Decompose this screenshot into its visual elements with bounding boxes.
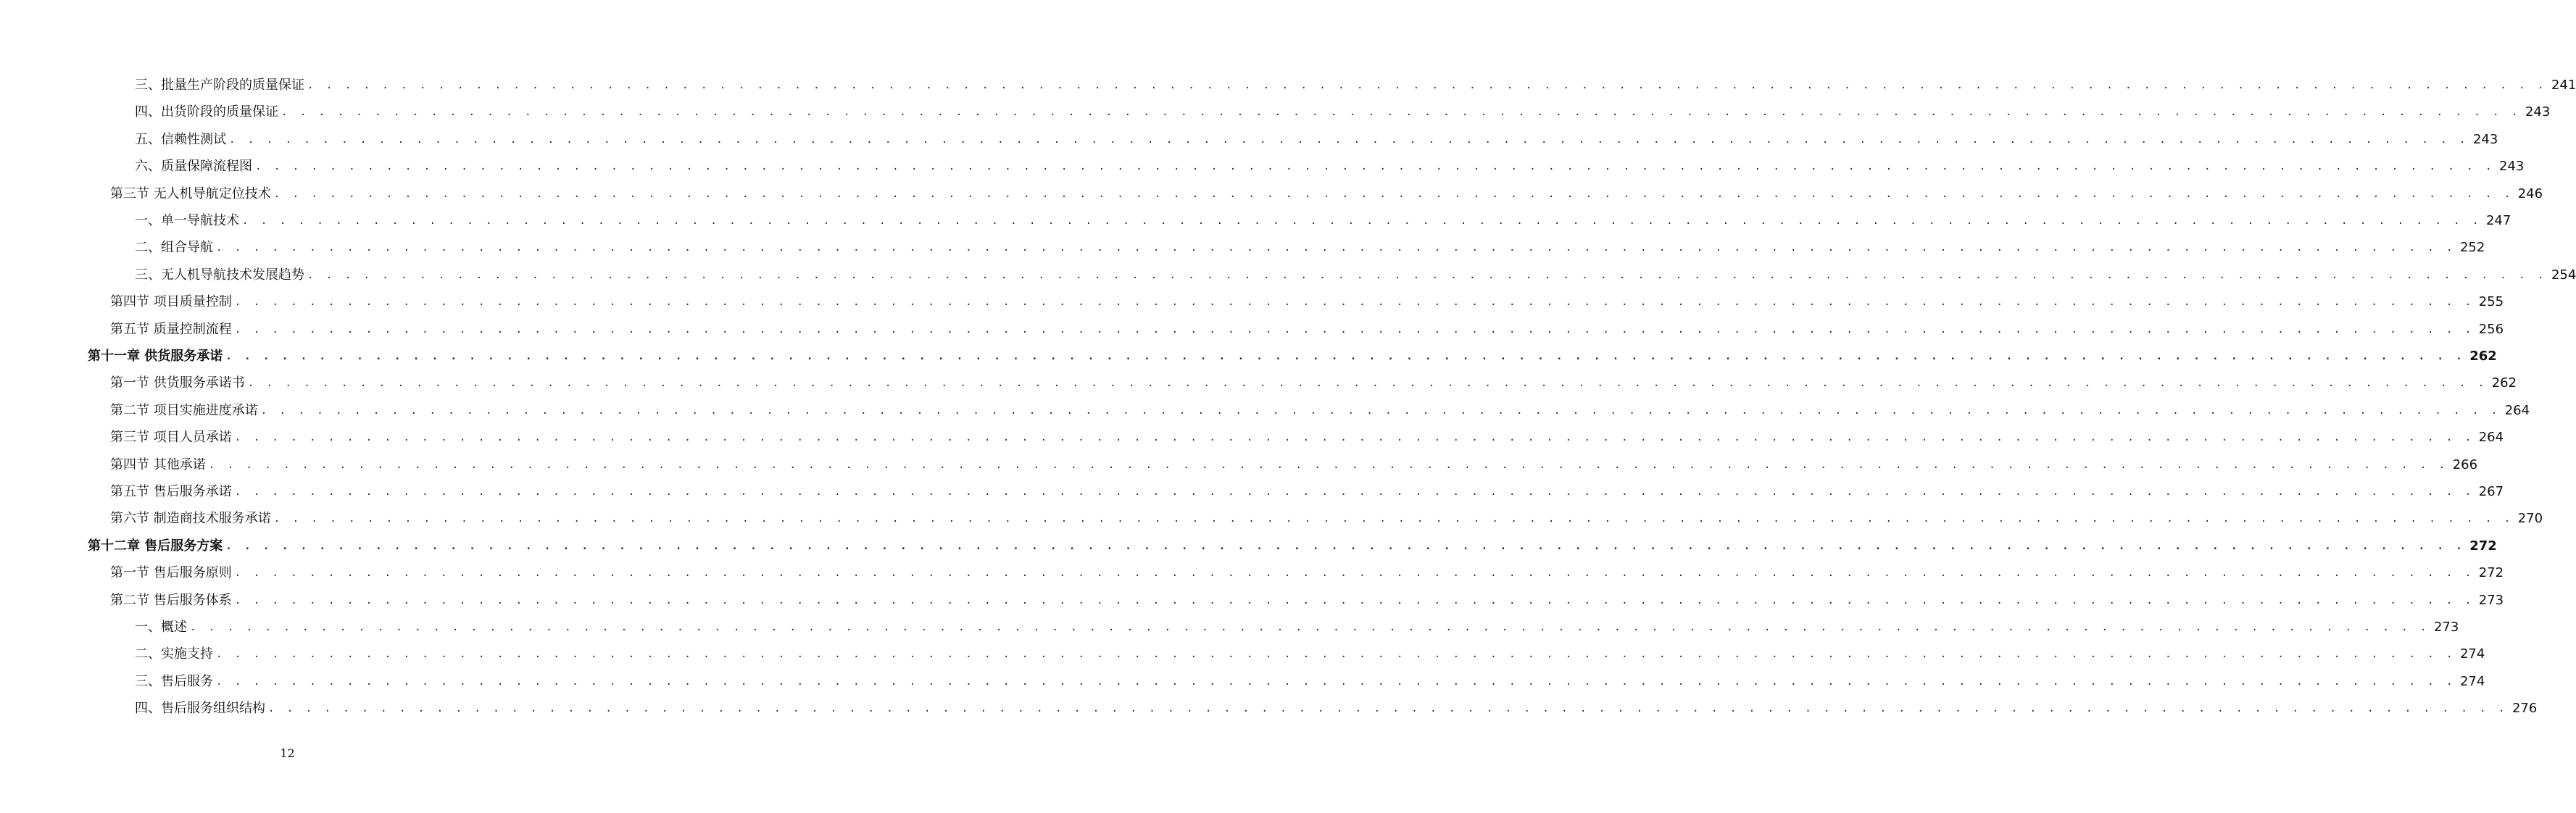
toc-entry-page: 243 (2525, 104, 2551, 120)
toc-entry[interactable] (135, 154, 2525, 179)
toc-leader-dots: . . . . . . . . . . . . . . . . . . . . . . . . . . . . . . . . . . . . . . . . . . . . . . . . . . . . . . . . . . . . . . . . . . . . . . . . . . . . . . . . . . . . . . . . . . . . . . . . . . . . . . . . . . . . . . . . . . . . . . . . (255, 161, 2495, 173)
toc-entry[interactable] (135, 73, 2576, 98)
toc-entry-page: 274 (2459, 673, 2485, 689)
toc-entry[interactable] (135, 642, 2485, 667)
toc-entry-page: 241 (2551, 78, 2576, 93)
toc-entry-title: 第二节 售后服务体系 (110, 592, 232, 608)
toc-entry-title: 三、批量生产阶段的质量保证 (135, 78, 304, 93)
toc-entry-title: 第十一章 供货服务承诺 (88, 349, 223, 364)
toc-leader-dots: . . . . . . . . . . . . . . . . . . . . . . . . . . . . . . . . . . . . . . . . . . . . . . . . . . . . . . . . . . . . . . . . . . . . . . . . . . . . . . . . . . . . . . . . . . . . . . . . . . . . . . . . . . . . . . . . . . . . . . . . (229, 133, 2469, 146)
toc-entry-page: 274 (2459, 646, 2485, 662)
toc-entry-title: 一、概述 (135, 620, 187, 635)
toc-entry-page: 254 (2551, 267, 2576, 283)
toc-entry-page: 273 (2433, 620, 2459, 635)
toc-entry[interactable] (110, 561, 2504, 585)
toc-leader-dots: . . . . . . . . . . . . . . . . . . . . . . . . . . . . . . . . . . . . . . . . . . . . . . . . . . . . . . . . . . . . . . . . . . . . . . . . . . . . . . . . . . . . . . . . . . . . . . . . . . . . . . . . . . . . . . . . . . . . . . . . (307, 80, 2547, 91)
toc-leader-dots: . . . . . . . . . . . . . . . . . . . . . . . . . . . . . . . . . . . . . . . . . . . . . . . . . . . . . . . . . . . . . . . . . . . . . . . . . . . . . . . . . . . . . . . . . . . . . . . . . . . . . . . . . . . . . . . . . . . . . . . . (247, 378, 2488, 390)
toc-entry[interactable] (110, 317, 2504, 342)
toc-entry-title: 五、信赖性测试 (135, 131, 226, 147)
toc-leader-dots: . . . . . . . . . . . . . . . . . . . . . . . . . . . . . . . . . . . . . . . . . . . . . . . . . . . . . . . . . . . . . . . . . . . . . . . . . . . . . . . . . . . . . . . . . . . . . . . . . . . . . . . . . . . . . . . . . . . . . . . . (234, 594, 2475, 606)
toc-entry[interactable] (110, 506, 2543, 531)
toc-leader-dots: . . . . . . . . . . . . . . . . . . . . . . . . . . . . . . . . . . . . . . . . . . . . . . . . . . . . . . . . . . . . . . . . . . . . . . . . . . . . . . . . . . . . . . . . . . . . . . . . . . . . . . . . . . . . . . . . . . . . . . . . (216, 649, 2456, 661)
toc-leader-dots: . . . . . . . . . . . . . . . . . . . . . . . . . . . . . . . . . . . . . . . . . . . . . . . . . . . . . . . . . . . . . . . . . . . . . . . . . . . . . . . . . . . . . . . . . . . . . . . . . . . . . . . . . . . . . . . . . . . . . . . . (242, 215, 2482, 227)
toc-entry-title: 第五节 质量控制流程 (110, 321, 232, 337)
toc-entry[interactable] (110, 480, 2504, 504)
toc-entry-title: 第十二章 售后服务方案 (88, 538, 223, 554)
toc-entry[interactable] (88, 534, 2497, 559)
toc-entry-page: 243 (2498, 159, 2525, 175)
toc-entry[interactable] (135, 263, 2576, 288)
toc-entry-page: 255 (2478, 294, 2504, 310)
toc-leader-dots: . . . . . . . . . . . . . . . . . . . . . . . . . . . . . . . . . . . . . . . . . . . . . . . . . . . . . . . . . . . . . . . . . . . . . . . . . . . . . . . . . . . . . . . . . . . . . . . . . . . . . . . . . . . . . . . . . . . . . . . . (234, 486, 2475, 498)
toc-entry-page: 273 (2478, 592, 2504, 608)
toc-entry[interactable] (110, 425, 2504, 450)
toc-entry[interactable] (135, 209, 2511, 233)
toc-leader-dots: . . . . . . . . . . . . . . . . . . . . . . . . . . . . . . . . . . . . . . . . . . . . . . . . . . . . . . . . . . . . . . . . . . . . . . . . . . . . . . . . . . . . . . . . . . . . . . . . . . . . . . . . . . . . . . . . . . . . . . . . (190, 622, 2430, 633)
toc-entry-page: 264 (2478, 430, 2504, 446)
toc-entry[interactable] (135, 100, 2551, 125)
toc-leader-dots: . . . . . . . . . . . . . . . . . . . . . . . . . . . . . . . . . . . . . . . . . . . . . . . . . . . . . . . . . . . . . . . . . . . . . . . . . . . . . . . . . . . . . . . . . . . . . . . . . . . . . . . . . . . . . . . . . . . . . . . . (234, 296, 2475, 309)
toc-entry-title: 一、单一导航技术 (135, 213, 239, 228)
toc-leader-dots: . . . . . . . . . . . . . . . . . . . . . . . . . . . . . . . . . . . . . . . . . . . . . . . . . . . . . . . . . . . . . . . . . . . . . . . . . . . . . . . . . . . . . . . . . . . . . . . . . . . . . . . . . . . . . . . . . . . . . . . . (225, 351, 2466, 362)
toc-entry-title: 第一节 售后服务原则 (110, 565, 232, 581)
toc-entry-title: 第四节 其他承诺 (110, 456, 206, 472)
toc-leader-dots: . . . . . . . . . . . . . . . . . . . . . . . . . . . . . . . . . . . . . . . . . . . . . . . . . . . . . . . . . . . . . . . . . . . . . . . . . . . . . . . . . . . . . . . . . . . . . . . . . . . . . . . . . . . . . . . . . . . . . . . . (216, 242, 2456, 254)
toc-entry-title: 第五节 售后服务承诺 (110, 484, 232, 499)
toc-entry[interactable] (135, 128, 2498, 152)
toc-entry-title: 四、售后服务组织结构 (135, 701, 265, 717)
toc-entry-page: 272 (2478, 565, 2504, 581)
toc-entry-page: 264 (2504, 402, 2530, 418)
toc-entry-title: 四、出货阶段的质量保证 (135, 104, 278, 120)
toc-leader-dots: . . . . . . . . . . . . . . . . . . . . . . . . . . . . . . . . . . . . . . . . . . . . . . . . . . . . . . . . . . . . . . . . . . . . . . . . . . . . . . . . . . . . . . . . . . . . . . . . . . . . . . . . . . . . . . . . . . . . . . . . (268, 703, 2508, 715)
toc-entry[interactable] (135, 615, 2459, 640)
toc-leader-dots: . . . . . . . . . . . . . . . . . . . . . . . . . . . . . . . . . . . . . . . . . . . . . . . . . . . . . . . . . . . . . . . . . . . . . . . . . . . . . . . . . . . . . . . . . . . . . . . . . . . . . . . . . . . . . . . . . . . . . . . . (273, 513, 2514, 525)
toc-entry-page: 247 (2485, 213, 2511, 228)
toc-leader-dots: . . . . . . . . . . . . . . . . . . . . . . . . . . . . . . . . . . . . . . . . . . . . . . . . . . . . . . . . . . . . . . . . . . . . . . . . . . . . . . . . . . . . . . . . . . . . . . . . . . . . . . . . . . . . . . . . . . . . . . . . (273, 188, 2514, 200)
toc-leader-dots: . . . . . . . . . . . . . . . . . . . . . . . . . . . . . . . . . . . . . . . . . . . . . . . . . . . . . . . . . . . . . . . . . . . . . . . . . . . . . . . . . . . . . . . . . . . . . . . . . . . . . . . . . . . . . . . . . . . . . . . . (225, 540, 2466, 552)
toc-entry-title: 六、质量保障流程图 (135, 159, 252, 175)
toc-entry[interactable] (135, 670, 2485, 694)
toc-entry[interactable] (110, 371, 2517, 396)
toc-entry[interactable] (110, 290, 2504, 314)
toc-entry-page: 272 (2469, 538, 2497, 554)
toc-entry-title: 第三节 项目人员承诺 (110, 430, 232, 446)
toc-entry-page: 270 (2517, 511, 2543, 527)
toc-leader-dots: . . . . . . . . . . . . . . . . . . . . . . . . . . . . . . . . . . . . . . . . . . . . . . . . . . . . . . . . . . . . . . . . . . . . . . . . . . . . . . . . . . . . . . . . . . . . . . . . . . . . . . . . . . . . . . . . . . . . . . . . (234, 323, 2475, 335)
toc-entry[interactable] (135, 696, 2538, 721)
toc-leader-dots: . . . . . . . . . . . . . . . . . . . . . . . . . . . . . . . . . . . . . . . . . . . . . . . . . . . . . . . . . . . . . . . . . . . . . . . . . . . . . . . . . . . . . . . . . . . . . . . . . . . . . . . . . . . . . . . . . . . . . . . . (216, 675, 2456, 688)
toc-leader-dots: . . . . . . . . . . . . . . . . . . . . . . . . . . . . . . . . . . . . . . . . . . . . . . . . . . . . . . . . . . . . . . . . . . . . . . . . . . . . . . . . . . . . . . . . . . . . . . . . . . . . . . . . . . . . . . . . . . . . . . . . (208, 459, 2448, 471)
toc-entry[interactable] (110, 588, 2504, 613)
toc-entry-title: 第二节 项目实施进度承诺 (110, 402, 258, 418)
toc-leader-dots: . . . . . . . . . . . . . . . . . . . . . . . . . . . . . . . . . . . . . . . . . . . . . . . . . . . . . . . . . . . . . . . . . . . . . . . . . . . . . . . . . . . . . . . . . . . . . . . . . . . . . . . . . . . . . . . . . . . . . . . . (260, 404, 2501, 417)
toc-entry[interactable] (110, 399, 2530, 423)
toc-entry-title: 二、组合导航 (135, 240, 213, 256)
toc-entry-title: 三、售后服务 (135, 673, 213, 689)
toc-leader-dots: . . . . . . . . . . . . . . . . . . . . . . . . . . . . . . . . . . . . . . . . . . . . . . . . . . . . . . . . . . . . . . . . . . . . . . . . . . . . . . . . . . . . . . . . . . . . . . . . . . . . . . . . . . . . . . . . . . . . . . . . (281, 107, 2521, 119)
toc-entry-title: 第四节 项目质量控制 (110, 294, 232, 310)
toc-leader-dots: . . . . . . . . . . . . . . . . . . . . . . . . . . . . . . . . . . . . . . . . . . . . . . . . . . . . . . . . . . . . . . . . . . . . . . . . . . . . . . . . . . . . . . . . . . . . . . . . . . . . . . . . . . . . . . . . . . . . . . . . (307, 269, 2547, 281)
toc-entry-page: 256 (2478, 321, 2504, 337)
toc-entry-page: 276 (2511, 701, 2538, 717)
toc-entry-page: 252 (2459, 240, 2485, 256)
toc-entry-page: 262 (2491, 375, 2517, 391)
page-number: 12 (280, 746, 295, 760)
toc-entry[interactable] (110, 453, 2478, 478)
toc-entry[interactable] (88, 344, 2497, 369)
toc-entry[interactable] (110, 182, 2543, 207)
toc-entry-title: 第一节 供货服务承诺书 (110, 375, 245, 391)
toc-entry-page: 266 (2452, 456, 2478, 472)
toc-leader-dots: . . . . . . . . . . . . . . . . . . . . . . . . . . . . . . . . . . . . . . . . . . . . . . . . . . . . . . . . . . . . . . . . . . . . . . . . . . . . . . . . . . . . . . . . . . . . . . . . . . . . . . . . . . . . . . . . . . . . . . . . (234, 432, 2475, 444)
toc-entry-page: 246 (2517, 185, 2543, 201)
toc-entry[interactable] (135, 235, 2485, 260)
toc-entry-page: 243 (2472, 131, 2498, 147)
toc-entry-title: 第六节 制造商技术服务承诺 (110, 511, 271, 527)
toc-entry-title: 三、无人机导航技术发展趋势 (135, 267, 304, 283)
toc-entry-page: 262 (2469, 349, 2497, 364)
toc-leader-dots: . . . . . . . . . . . . . . . . . . . . . . . . . . . . . . . . . . . . . . . . . . . . . . . . . . . . . . . . . . . . . . . . . . . . . . . . . . . . . . . . . . . . . . . . . . . . . . . . . . . . . . . . . . . . . . . . . . . . . . . . (234, 567, 2475, 580)
toc-entry-title: 二、实施支持 (135, 646, 213, 662)
toc-entry-title: 第三节 无人机导航定位技术 (110, 185, 271, 201)
toc-entry-page: 267 (2478, 484, 2504, 499)
